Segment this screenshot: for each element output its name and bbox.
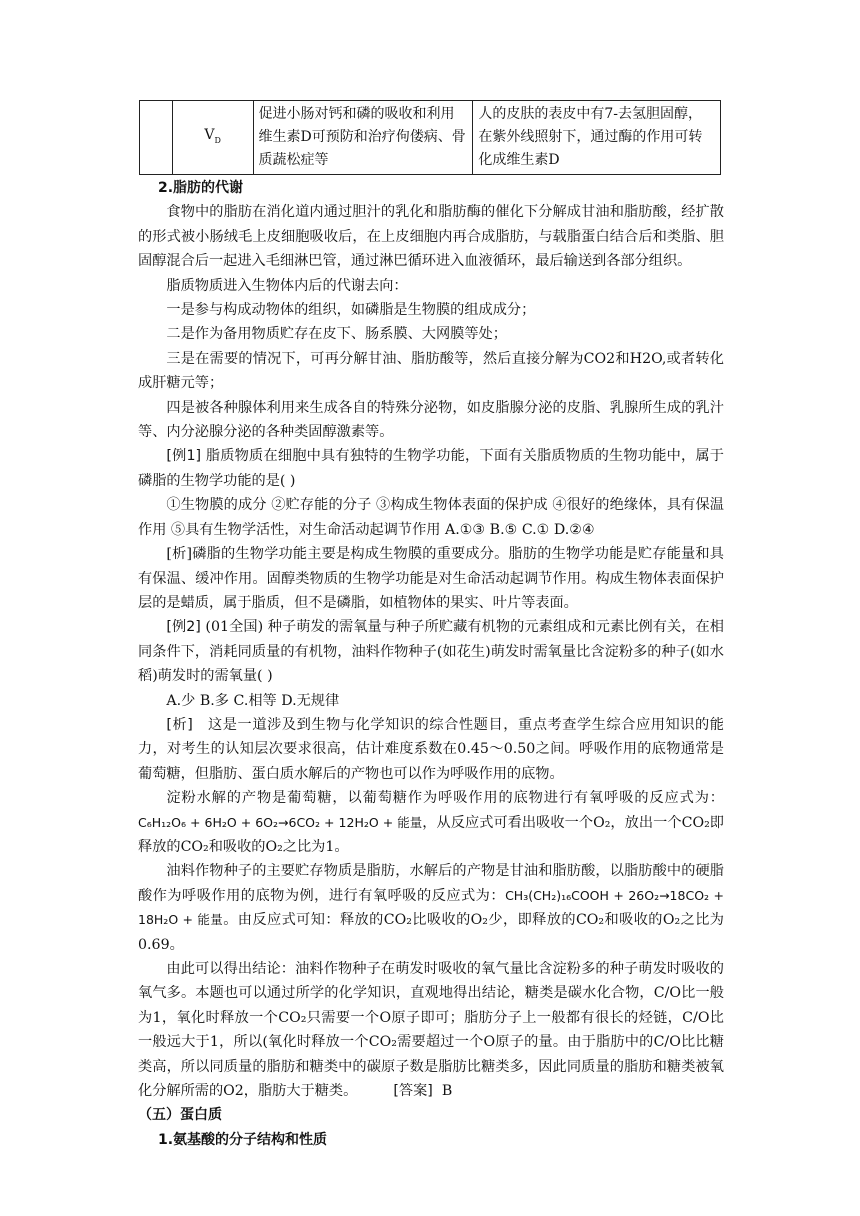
paragraph-fate-3: 三是在需要的情况下，可再分解甘油、脂肪酸等，然后直接分解为CO2和H2O,或者转化成肝糖元等； — [138, 350, 724, 392]
table-row — [140, 101, 721, 175]
vitamin-name-cell — [172, 101, 253, 175]
paragraph-fate-2: 二是作为备用物质贮存在皮下、肠系膜、大网膜等处； — [166, 326, 507, 343]
section-heading-protein: （五）蛋白质 — [138, 1107, 222, 1124]
paragraph-fate-intro: 脂质物质进入生物体内后的代谢去向： — [166, 277, 408, 294]
conclusion-text: 由此可以得出结论：油料作物种子在萌发时吸收的氧气量比含淀粉多的种子萌发时吸收的氧气多。本题也可以通过所学的化学知识，直观地得出结论，糖类是碳水化合物，C/O比一般为1，氧化时释放一个CO₂只需要一个O原子即可；脂肪分子上一般都有很长的烃链，C/O比一般远大于1，所以(氧化时释放一个CO₂需要超过一个O原子的量。由于脂肪中的C/O比比糖类高，所以同质量的脂肪和糖类中的碳原子数是脂肪比糖类多，因此同质量的脂肪和糖类被氧化分解所需的O2，脂肪大于糖类。 — [138, 961, 724, 1100]
section-heading-fat-metabolism: 2.脂肪的代谢 — [158, 180, 244, 196]
example-2-question — [138, 615, 724, 688]
example-2-text: (01全国) 种子萌发的需氧量与种子所贮藏有机物的元素组成和元素比例有关，在相同条件下，消耗同质量的有机物，油料作物种子(如花生)萌发时需氧量比含淀粉多的种子(如水稻)萌发时的需氧量( ) — [138, 619, 724, 685]
glucose-equation: C₆H₁₂O₆ + 6H₂O + 6O₂→6CO₂ + 12H₂O + 能量 — [138, 814, 423, 830]
stearic-acid-equation: CH₃(CH₂)₁₆COOH + 26O₂→18CO₂ + 18H₂O + 能量 — [138, 887, 724, 928]
example-1-text: 脂质物质在细胞中具有独特的生物学功能，下面有关脂质物质的生物功能中，属于磷脂的生物学功能的是( ) — [138, 448, 724, 489]
paragraph-oil-seed — [138, 859, 724, 957]
example-2-label: [例2] — [166, 619, 201, 636]
section-heading-amino-acid: 1.氨基酸的分子结构和性质 — [158, 1131, 328, 1148]
starch-after: ，从反应式可看出吸收一个O₂，放出一个CO₂即释放的CO₂和吸收的O₂之比为1。 — [138, 814, 724, 855]
paragraph-fate-1: 一是参与构成动物体的组织，如磷脂是生物膜的组成成分； — [166, 302, 536, 319]
paragraph-starch — [138, 786, 724, 859]
example-1-options: ①生物膜的成分 ②贮存能的分子 ③构成生物体表面的保护成 ④很好的绝缘体，具有保温作用 ⑤具有生物学活性，对生命活动起调节作用 A.①③ B.⑤ C.① D.②④ — [138, 497, 724, 538]
example-2-analysis-label: [析] — [166, 716, 193, 733]
answer-value: B — [441, 1083, 453, 1100]
table-cell-empty — [140, 101, 173, 175]
oil-intro: 油料作物种子的主要贮存物质是脂肪，水解后的产物是甘油和脂肪酸，以脂肪酸中的硬脂酸作为呼吸作用的底物为例，进行有氧呼吸的反应式为： — [138, 863, 724, 904]
vitamin-name: V — [204, 126, 215, 143]
vitamin-function-cell: 促进小肠对钙和磷的吸收和利用维生素D可预防和治疗佝偻病、骨质蔬松症等 — [253, 101, 473, 175]
paragraph-conclusion — [138, 957, 724, 1103]
vitamin-table — [139, 100, 721, 175]
vitamin-source-cell: 人的皮肤的表皮中有7-去氢胆固醇，在紫外线照射下，通过酶的作用可转化成维生素D — [473, 101, 721, 175]
vitamin-name-subscript: D — [214, 135, 221, 145]
document-body — [138, 176, 724, 1152]
example-2-options: A.少 B.多 C.相等 D.无规律 — [166, 692, 340, 709]
example-2-analysis-text: 这是一道涉及到生物与化学知识的综合性题目，重点考查学生综合应用知识的能力，对考生的认知层次要求很高，估计难度系数在0.45～0.50之间。呼吸作用的底物通常是葡萄糖，但脂肪、蛋白质水解后的产物也可以作为呼吸作用的底物。 — [138, 716, 724, 782]
example-2-analysis — [138, 713, 724, 786]
example-1-label: [例1] — [166, 448, 202, 465]
example-1-analysis: [析]磷脂的生物学功能主要是构成生物膜的重要成分。脂肪的生物学功能是贮存能量和具有保温、缓冲作用。固醇类物质的生物学功能是对生命活动起调节作用。构成生物体表面保护层的是蜡质，属于脂质，但不是磷脂，如植物体的果实、叶片等表面。 — [138, 546, 724, 611]
oil-after: 。由反应式可知：释放的CO₂比吸收的O₂少，即释放的CO₂和吸收的O₂之比为0.69。 — [138, 912, 724, 953]
example-1-question — [138, 444, 724, 493]
answer-label: [答案] — [393, 1083, 433, 1100]
paragraph-fate-4: 四是被各种腺体利用来生成各自的特殊分泌物，如皮脂腺分泌的皮脂、乳腺所生成的乳汁等、内分泌腺分泌的各种类固醇激素等。 — [138, 399, 724, 441]
paragraph-fat-digestion: 食物中的脂肪在消化道内通过胆汁的乳化和脂肪酶的催化下分解成甘油和脂肪酸，经扩散的形式被小肠绒毛上皮细胞吸收后，在上皮细胞内再合成脂肪，与载脂蛋白结合后和类脂、胆固醇混合后一起进入毛细淋巴管，通过淋巴循环进入血液循环，最后输送到各部分组织。 — [138, 204, 724, 270]
starch-intro: 淀粉水解的产物是葡萄糖，以葡萄糖作为呼吸作用的底物进行有氧呼吸的反应式为： — [166, 790, 724, 807]
